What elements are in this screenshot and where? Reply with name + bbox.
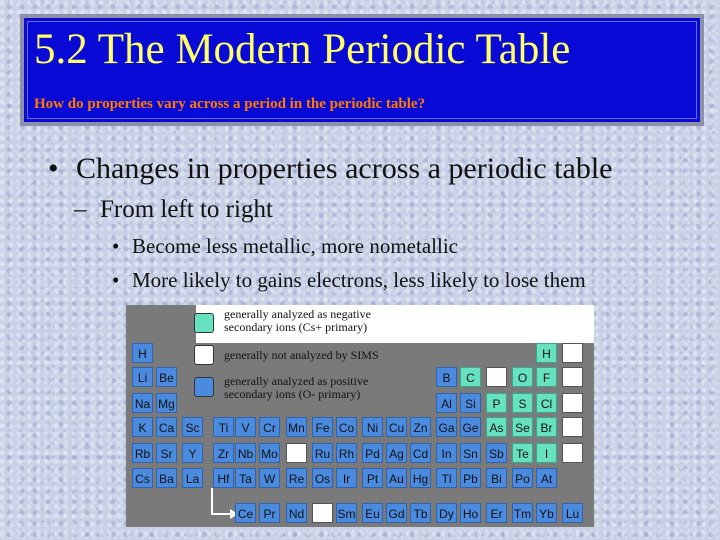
slide-subtitle: How do properties vary across a period in the periodic table?	[34, 96, 426, 112]
element-cell-po: Po	[512, 468, 533, 488]
element-cell-blank	[286, 443, 307, 463]
element-cell-lu: Lu	[562, 503, 583, 523]
element-cell-s: S	[512, 393, 533, 413]
bullet-level3-2	[112, 268, 586, 293]
element-cell-er: Er	[486, 503, 507, 523]
element-cell-k: K	[132, 417, 153, 437]
element-cell-cu: Cu	[386, 417, 407, 437]
element-cell-rh: Rh	[336, 443, 357, 463]
element-cell-pt: Pt	[362, 468, 383, 488]
element-cell-se: Se	[512, 417, 533, 437]
element-cell-b: B	[436, 367, 457, 387]
element-cell-cl: Cl	[536, 393, 557, 413]
element-cell-mo: Mo	[259, 443, 280, 463]
element-cell-na: Na	[132, 393, 153, 413]
element-cell-blank	[562, 367, 583, 387]
element-cell-tl: Tl	[436, 468, 457, 488]
element-cell-rb: Rb	[132, 443, 153, 463]
element-cell-zn: Zn	[410, 417, 431, 437]
element-cell-blank	[312, 503, 333, 523]
element-cell-sn: Sn	[460, 443, 481, 463]
element-cell-pb: Pb	[460, 468, 481, 488]
bullet-level2	[74, 196, 273, 224]
element-cell-h: H	[132, 343, 153, 363]
element-cell-sc: Sc	[182, 417, 203, 437]
legend-swatch-negative	[194, 313, 214, 333]
bullet-level3-1	[112, 234, 458, 259]
element-cell-nb: Nb	[235, 443, 256, 463]
element-cell-blank	[562, 343, 583, 363]
element-cell-cr: Cr	[259, 417, 280, 437]
element-cell-sr: Sr	[156, 443, 177, 463]
element-cell-be: Be	[156, 367, 177, 387]
element-cell-zr: Zr	[213, 443, 234, 463]
element-cell-ba: Ba	[156, 468, 177, 488]
bullet-marker: •	[112, 268, 120, 292]
bullet-marker: •	[48, 152, 59, 185]
element-cell-ce: Ce	[235, 503, 256, 523]
element-cell-ni: Ni	[362, 417, 383, 437]
element-cell-y: Y	[182, 443, 203, 463]
element-cell-os: Os	[312, 468, 333, 488]
element-cell-si: Si	[460, 393, 481, 413]
element-cell-ge: Ge	[460, 417, 481, 437]
lanthanide-arrow	[211, 488, 213, 514]
element-cell-v: V	[235, 417, 256, 437]
element-cell-sb: Sb	[486, 443, 507, 463]
element-cell-f: F	[536, 367, 557, 387]
element-cell-co: Co	[336, 417, 357, 437]
element-cell-pd: Pd	[362, 443, 383, 463]
element-cell-blank	[562, 443, 583, 463]
element-cell-w: W	[259, 468, 280, 488]
title-banner	[20, 14, 704, 126]
legend-positive: generally analyzed as positive secondary ions (O- primary)	[224, 374, 369, 401]
element-cell-ru: Ru	[312, 443, 333, 463]
element-cell-ir: Ir	[336, 468, 357, 488]
element-cell-sm: Sm	[336, 503, 357, 523]
element-cell-p: P	[486, 393, 507, 413]
element-cell-blank	[562, 393, 583, 413]
element-cell-fe: Fe	[312, 417, 333, 437]
element-cell-ho: Ho	[460, 503, 481, 523]
element-cell-ti: Ti	[213, 417, 234, 437]
bullet-level3-text: More likely to gains electrons, less likely to lose them	[132, 268, 586, 292]
element-cell-tm: Tm	[512, 503, 533, 523]
dash-marker: –	[74, 196, 87, 223]
element-cell-i: I	[536, 443, 557, 463]
legend-negative: generally analyzed as negative secondary ions (Cs+ primary)	[224, 307, 371, 334]
legend-swatch-not-analyzed	[194, 345, 214, 365]
element-cell-pr: Pr	[259, 503, 280, 523]
legend-not-analyzed: generally not analyzed by SIMS	[224, 348, 379, 362]
element-cell-at: At	[536, 468, 557, 488]
element-cell-eu: Eu	[362, 503, 383, 523]
legend-swatch-positive	[194, 377, 214, 397]
element-cell-bi: Bi	[486, 468, 507, 488]
element-cell-cs: Cs	[132, 468, 153, 488]
element-cell-br: Br	[536, 417, 557, 437]
element-cell-ag: Ag	[386, 443, 407, 463]
element-cell-re: Re	[286, 468, 307, 488]
element-cell-ca: Ca	[156, 417, 177, 437]
element-cell-mn: Mn	[286, 417, 307, 437]
element-cell-tb: Tb	[410, 503, 431, 523]
element-cell-o: O	[512, 367, 533, 387]
element-cell-blank	[486, 367, 507, 387]
bullet-level3-text: Become less metallic, more nometallic	[132, 234, 458, 258]
element-cell-hf: Hf	[213, 468, 234, 488]
element-cell-gd: Gd	[386, 503, 407, 523]
bullet-marker: •	[112, 234, 120, 258]
element-cell-hg: Hg	[410, 468, 431, 488]
slide-title: 5.2 The Modern Periodic Table	[34, 26, 571, 73]
element-cell-te: Te	[512, 443, 533, 463]
element-cell-h: H	[536, 343, 557, 363]
element-cell-dy: Dy	[436, 503, 457, 523]
element-cell-li: Li	[132, 367, 153, 387]
element-cell-c: C	[460, 367, 481, 387]
element-cell-mg: Mg	[156, 393, 177, 413]
element-cell-in: In	[436, 443, 457, 463]
element-cell-au: Au	[386, 468, 407, 488]
element-cell-yb: Yb	[536, 503, 557, 523]
bullet-level1	[48, 152, 612, 186]
element-cell-al: Al	[436, 393, 457, 413]
element-cell-ta: Ta	[235, 468, 256, 488]
bullet-level2-text: From left to right	[100, 196, 273, 223]
periodic-table-figure	[126, 305, 594, 527]
bullet-level1-text: Changes in properties across a periodic table	[76, 152, 613, 185]
element-cell-blank	[562, 417, 583, 437]
element-cell-cd: Cd	[410, 443, 431, 463]
element-cell-ga: Ga	[436, 417, 457, 437]
element-cell-la: La	[182, 468, 203, 488]
element-cell-as: As	[486, 417, 507, 437]
element-cell-nd: Nd	[286, 503, 307, 523]
